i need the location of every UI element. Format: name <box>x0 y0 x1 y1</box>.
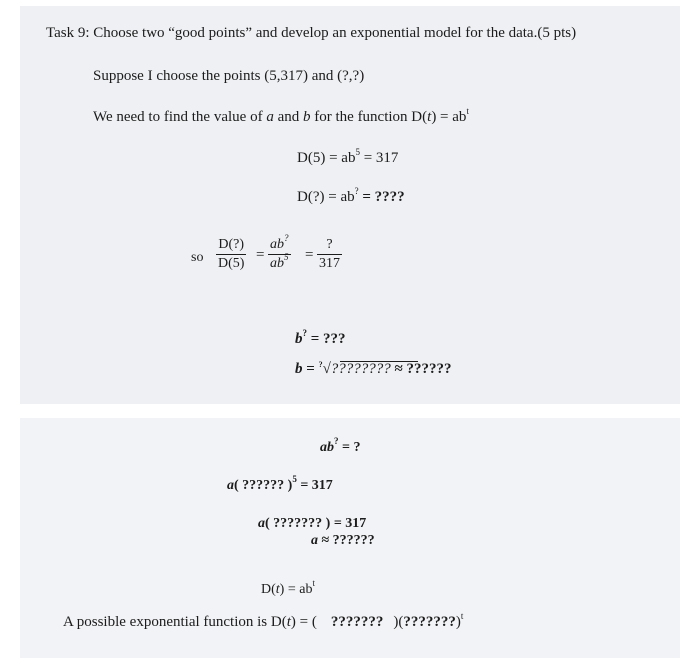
b-power-line: b? = ??? <box>295 328 346 347</box>
lower-line-3: a( ??????? ) = 317 <box>258 516 367 531</box>
equation-d5: $D(5) = ab^5 = 317$ <box>297 147 399 166</box>
lower-line-5: $D(t) = ab^t$ <box>261 578 315 597</box>
radical-sign: √ <box>322 361 331 377</box>
ratio-ab-fraction: $\frac{ab^?}{ab^5}$ <box>270 233 289 271</box>
root-index: ? <box>318 360 323 369</box>
points-choice-text: Suppose I choose the points (5,317) and (?,?) <box>93 68 365 84</box>
task-title: Task 9: Choose two “good points” and develop an exponential model for the data.(5 pts) <box>46 25 577 41</box>
final-function-line: A possible exponential function is D(t) = ( ??????? )(???????)$^t$ <box>63 611 464 630</box>
ratio-equals-b: = <box>305 247 314 263</box>
ratio-equals-a: = <box>256 247 265 263</box>
lower-line-1: ab? = ? <box>320 436 361 455</box>
so-label: so <box>191 250 204 265</box>
equation-dq: D(?) = ab? = ???? <box>297 186 405 205</box>
radical-bar <box>340 361 418 362</box>
lower-line-4: a ≈ ?????? <box>311 533 375 548</box>
ratio-value-fraction: ? 317 <box>319 237 340 271</box>
need-text: We need to find the value of a and b for the function $D(t) = ab^t$ <box>93 106 469 125</box>
lower-line-2: a( ?????? )$^5$ = 317 <box>227 474 333 493</box>
ratio-d-fraction: $\frac{D(?)}{D(5)}$ <box>218 237 245 271</box>
b-solve-line: b = ?√???????? ≈ ?????? <box>295 360 452 377</box>
